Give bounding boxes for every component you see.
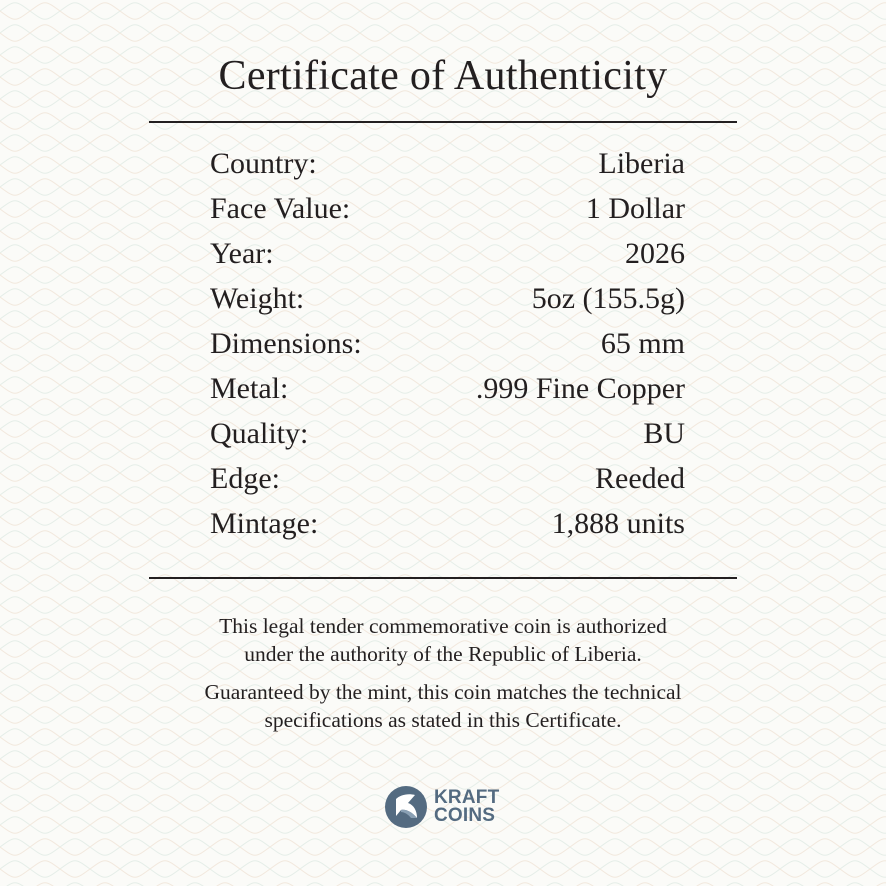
certificate-notes — [143, 612, 743, 744]
spec-value: 1,888 units — [551, 507, 685, 540]
spec-label: Mintage: — [210, 507, 319, 540]
spec-value: 1 Dollar — [585, 192, 685, 225]
kraft-coins-wordmark — [434, 789, 499, 825]
certificate-title: Certificate of Authenticity — [218, 53, 668, 99]
kraft-coins-logo-icon — [384, 785, 428, 829]
kraft-coins-logo — [384, 784, 499, 830]
spec-row-edge — [210, 456, 685, 501]
brand-name-line-1: KRAFT — [434, 787, 500, 808]
bottom-divider — [149, 577, 737, 579]
spec-row-year — [210, 231, 685, 276]
legal-tender-statement — [143, 612, 743, 668]
legal-tender-line-1: This legal tender commemorative coin is authorized — [219, 614, 667, 638]
spec-row-mintage — [210, 501, 685, 546]
spec-value: .999 Fine Copper — [475, 372, 685, 405]
spec-row-weight — [210, 276, 685, 321]
spec-value: 5oz (155.5g) — [531, 282, 685, 315]
spec-label: Weight: — [210, 282, 305, 315]
spec-value: Liberia — [598, 147, 685, 180]
spec-row-country — [210, 141, 685, 186]
guarantee-statement — [143, 678, 743, 734]
spec-label: Face Value: — [210, 192, 351, 225]
spec-label: Dimensions: — [210, 327, 362, 360]
spec-row-quality — [210, 411, 685, 456]
spec-value: Reeded — [595, 462, 685, 495]
legal-tender-line-2: under the authority of the Republic of Liberia. — [244, 642, 642, 666]
guarantee-line-2: specifications as stated in this Certificate. — [264, 708, 622, 732]
spec-row-dimensions — [210, 321, 685, 366]
spec-value: 2026 — [625, 237, 685, 270]
spec-label: Quality: — [210, 417, 309, 450]
spec-label: Edge: — [210, 462, 280, 495]
spec-row-metal — [210, 366, 685, 411]
spec-label: Country: — [210, 147, 317, 180]
guarantee-line-1: Guaranteed by the mint, this coin matches the technical — [204, 680, 682, 704]
brand-name-line-2: COINS — [434, 805, 496, 826]
spec-row-face-value — [210, 186, 685, 231]
spec-label: Year: — [210, 237, 274, 270]
spec-label: Metal: — [210, 372, 289, 405]
top-divider — [149, 121, 737, 123]
spec-table — [210, 141, 685, 546]
spec-value: 65 mm — [600, 327, 685, 360]
spec-value: BU — [643, 417, 685, 450]
